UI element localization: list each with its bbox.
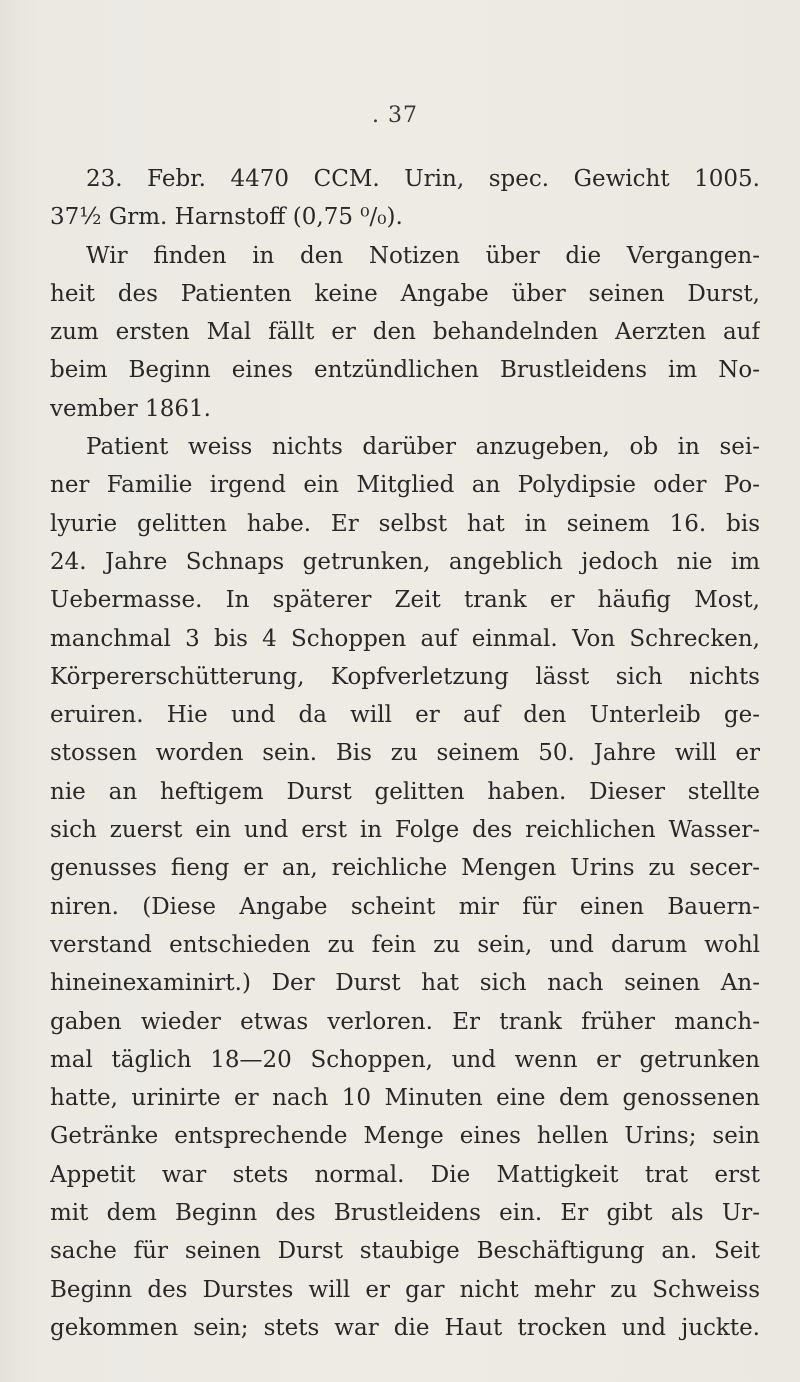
text-line: nie an heftigem Durst gelitten haben. Dieser stellte [50,778,760,805]
text-line: hatte, urinirte er nach 10 Minuten eine dem genossenen [50,1085,760,1112]
text-line: Wir finden in den Notizen über die Vergangen- [86,242,760,269]
text-line: Uebermasse. In späterer Zeit trank er häufig Most, [50,587,760,614]
text-line: Beginn des Durstes will er gar nicht mehr zu Schweiss [50,1276,760,1303]
text-line: vember 1861. [50,395,211,422]
text-line: lyurie gelitten habe. Er selbst hat in seinem 16. bis [50,510,760,537]
text-line: Patient weiss nichts darüber anzugeben, ob in sei- [86,434,760,461]
text-line: beim Beginn eines entzündlichen Brustleidens im No- [50,357,760,384]
text-line: manchmal 3 bis 4 Schoppen auf einmal. Von Schrecken, [50,625,760,652]
text-line: 23. Febr. 4470 CCM. Urin, spec. Gewicht 1005. [86,166,760,192]
text-line: sich zuerst ein und erst in Folge des reichlichen Wasser- [50,817,760,844]
text-line: niren. (Diese Angabe scheint mir für einen Bauern- [50,893,760,920]
text-line: Appetit war stets normal. Die Mattigkeit trat erst [50,1161,760,1188]
text-line: mal täglich 18—20 Schoppen, und wenn er getrunken [50,1046,760,1073]
text-line: verstand entschieden zu fein zu sein, und darum wohl [50,931,760,958]
text-line: zum ersten Mal fällt er den behandelnden Aerzten auf [50,319,760,346]
text-line: genusses fieng er an, reichliche Mengen Urins zu secer- [50,855,760,882]
text-line: gaben wieder etwas verloren. Er trank früher manch- [50,1008,760,1035]
text-line: eruiren. Hie und da will er auf den Unterleib ge- [50,702,760,729]
text-line: Körpererschütterung, Kopfverletzung lässt sich nichts [50,663,760,690]
text-line: sache für seinen Durst staubige Beschäftigung an. Seit [50,1238,760,1265]
text-line: stossen worden sein. Bis zu seinem 50. Jahre will er [50,740,760,767]
page-number: . 37 [372,103,418,128]
text-line: 37½ Grm. Harnstoff (0,75 ⁰/₀). [50,204,403,231]
text-line: heit des Patienten keine Angabe über seinen Durst, [50,280,760,307]
text-line: Getränke entsprechende Menge eines hellen Urins; sein [50,1123,760,1150]
text-line: mit dem Beginn des Brustleidens ein. Er gibt als Ur- [50,1200,760,1227]
text-line: ner Familie irgend ein Mitglied an Polydipsie oder Po- [50,472,760,499]
body-text [50,160,760,1347]
text-line: hineinexaminirt.) Der Durst hat sich nach seinen An- [50,970,760,997]
text-line: gekommen sein; stets war die Haut trocken und juckte. [50,1314,760,1341]
text-line: 24. Jahre Schnaps getrunken, angeblich jedoch nie im [50,548,760,575]
